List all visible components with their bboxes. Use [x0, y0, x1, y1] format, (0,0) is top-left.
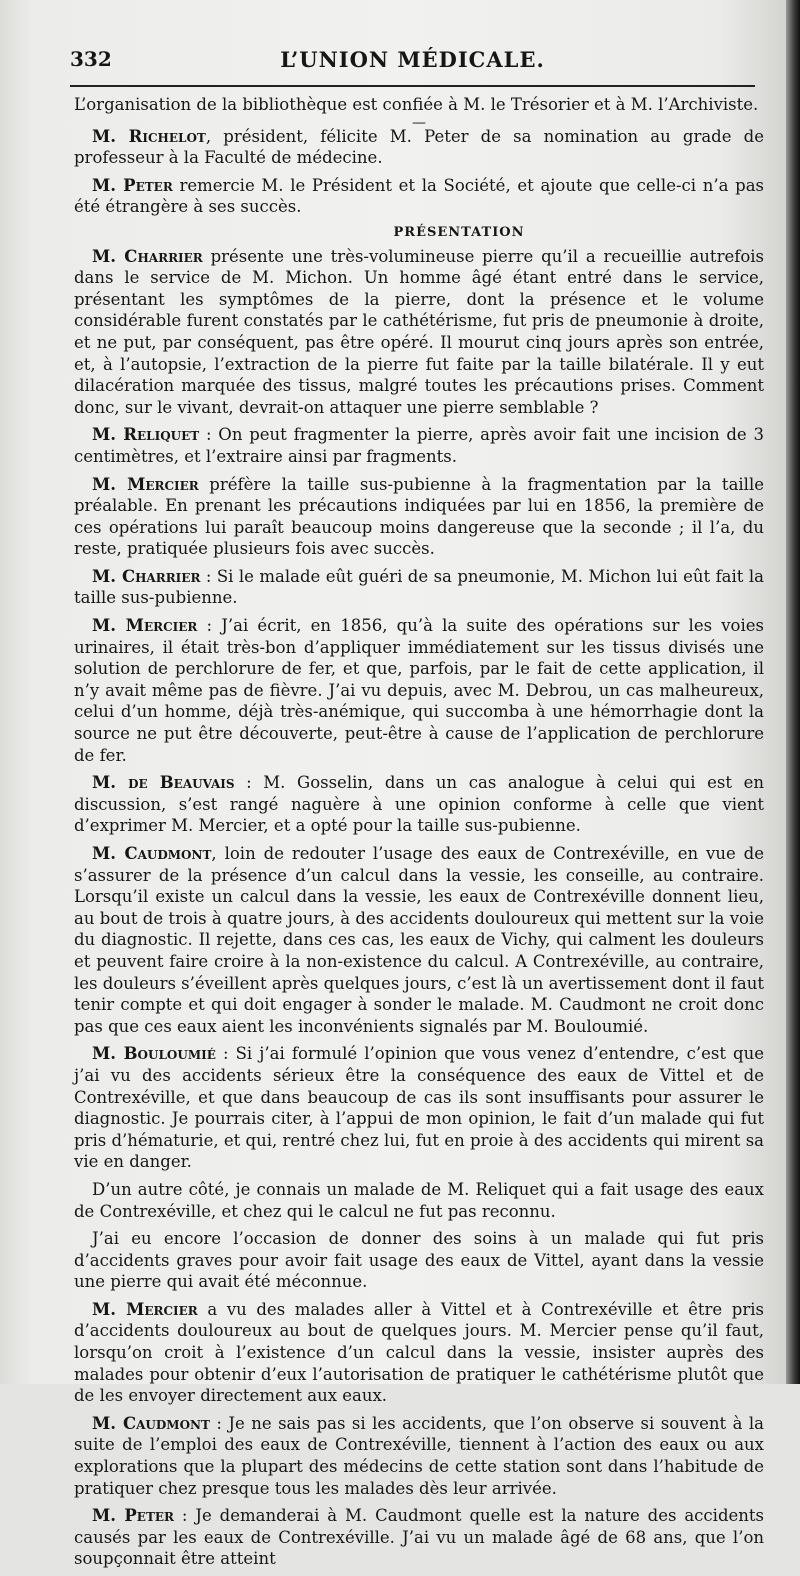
speaker-name: M. Peter — [92, 1506, 175, 1526]
journal-title: L’UNION MÉDICALE. — [280, 47, 545, 72]
paragraph-text: : Je ne sais pas si les accidents, que l’on observe si souvent à la suite de l’emploi des eaux de Contrexéville, tiennent à l’action des eaux ou aux explorations que la plupart des médecins de cette station sont dans l’habitude de pratiquer chez presque tous les malades dès leur arrivée. — [74, 1413, 765, 1498]
paragraph — [74, 246, 764, 419]
paragraph-text: : J’ai écrit, en 1856, qu’à la suite des opérations sur les voies urinaires, il était très-bon d’appliquer immédiatement sur les tissus divisés une solution de perchlorure de fer, et que, parfois, par le fait de cette application, il n’y avait même pas de fièvre. J’ai vu depuis, avec M. Debrou, un cas malheureux, celui d’un homme, déjà très-anémique, qui succomba à une hémorrhagie dont la source ne put être découverte, peut-être à cause de l’application de perchlorure de fer. — [74, 616, 765, 765]
paragraph — [74, 566, 764, 609]
page-edge-shadow — [786, 0, 800, 1384]
speaker-name: M. Charrier — [92, 566, 201, 586]
paragraph-text: a vu des malades aller à Vittel et à Contrexéville et être pris d’accidents douloureux au bout de quelques jours. M. Mercier pense qu’il faut, lorsqu’on croit à l’existence d’un calcul dans la vessie, insister auprès des malades pour obtenir d’eux l’autorisation de pratiquer le cathétérisme plutôt que de les envoyer directement aux eaux. — [74, 1299, 764, 1406]
page-number: 332 — [70, 47, 112, 71]
article-body — [74, 94, 764, 1576]
paragraphs-before — [74, 126, 764, 218]
paragraph-text: , loin de redouter l’usage des eaux de Contrexéville, en vue de s’assurer de la présence d’un calcul dans la vessie, les conseille, au contraire. Lorsqu’il existe un calcul dans la vessie, les eaux de Contrexéville donnent lieu, au bout de trois à quatre jours, à des accidents douloureux qui mettent sur la voie du diagnostic. Il rejette, dans ces cas, les eaux de Vichy, qui calment les douleurs et peuvent faire croire à la non-existence du calcul. A Contrexéville, au contraire, les douleurs s’éveillent après quelques jours, c’est là un avertissement dont il faut tenir compte et qui doit engager à sonder le malade. M. Caudmont ne croit donc pas que ces eaux aient les inconvénients signalés par M. Bouloumié. — [74, 844, 765, 1036]
speaker-name: M. Reliquet — [92, 425, 200, 445]
paragraph — [74, 1413, 764, 1499]
paragraph — [74, 615, 764, 766]
paragraph-text: , président, félicite M. Peter de sa nomination au grade de professeur à la Faculté de médecine. — [74, 126, 764, 168]
paragraph-text: : Si le malade eût guéri de sa pneumonie, M. Michon lui eût fait la taille sus-pubienne. — [74, 566, 764, 608]
paragraph-text: : Je demanderai à M. Caudmont quelle est la nature des accidents causés par les eaux de Contrexéville. J’ai vu un malade âgé de 68 ans, que l’on soupçonnait être atteint — [74, 1506, 764, 1569]
separator-dash: — — [412, 114, 426, 131]
paragraph-text: D’un autre côté, je connais un malade de M. Reliquet qui a fait usage des eaux de Contrexéville, et chez qui le calcul ne fut pas reconnu. — [74, 1179, 764, 1221]
paragraph — [74, 424, 764, 467]
paragraph — [74, 175, 764, 218]
paragraph-text: J’ai eu encore l’occasion de donner des soins à un malade qui fut pris d’accidents graves pour avoir fait usage des eaux de Vittel, ayant dans la vessie une pierre qui avait été méconnue. — [74, 1229, 764, 1292]
speaker-name: M. Mercier — [92, 474, 199, 494]
speaker-name: M. Bouloumié — [92, 1044, 216, 1064]
paragraph — [74, 1505, 764, 1570]
speaker-name: M. Mercier — [92, 616, 198, 636]
speaker-name: M. Caudmont — [92, 844, 212, 863]
speaker-name: M. Caudmont — [92, 1413, 210, 1433]
paragraph — [74, 772, 764, 837]
header-rule — [70, 85, 755, 87]
paragraph — [74, 1179, 764, 1222]
paragraph-text: remercie M. le Président et la Société, et ajoute que celle-ci n’a pas été étrangère à ses succès. — [74, 175, 764, 217]
paragraph-text: préfère la taille sus-pubienne à la fragmentation par la taille préalable. En prenant les précautions indiquées par lui en 1856, la première de ces opérations lui paraît beaucoup moins dangereuse que la seconde ; il l’a, du reste, pratiquée plusieurs fois avec succès. — [74, 474, 764, 559]
paragraph-text: : M. Gosselin, dans un cas analogue à celui qui est en discussion, s’est rangé naguère à une opinion conforme à celle que vient d’exprimer M. Mercier, et a opté pour la taille sus-pubienne. — [74, 773, 764, 836]
paragraph — [74, 1228, 764, 1293]
paragraphs — [74, 246, 764, 1570]
speaker-name: M. Charrier — [92, 246, 203, 266]
paragraph-text: : Si j’ai formulé l’opinion que vous venez d’entendre, c’est que j’ai vu des accidents sérieux être la conséquence des eaux de Vittel et de Contrexéville, et que dans beaucoup de cas ils sont insuffisants pour assurer le diagnostic. Je pourrais citer, à l’appui de mon opinion, le fait d’un malade qui fut pris d’hématurie, et qui, rentré chez lui, fut en proie à des accidents qui mirent sa vie en danger. — [74, 1044, 764, 1172]
paragraph — [74, 1299, 764, 1407]
paragraph-text: présente une très-volumineuse pierre qu’il a recueillie autrefois dans le service de M. Michon. Un homme âgé étant entré dans le service, présentant les symptômes de la pierre, dont la présence et le volume considérable furent constatés par le cathétérisme, fut pris de pneumonie à droite, et ne put, par conséquent, pas être opéré. Il mourut cinq jours après son entrée, et, à l’autopsie, l’extraction de la pierre fut faite par la taille bilatérale. Il y eut dilacération marquée des tissus, malgré toutes les précautions prises. Comment donc, sur le vivant, devrait-on attaquer une pierre semblable ? — [74, 246, 765, 417]
speaker-name: M. de Beauvais — [92, 773, 235, 793]
section-heading: PRÉSENTATION — [393, 224, 525, 240]
speaker-name: M. Mercier — [92, 1299, 198, 1319]
paragraph — [74, 1043, 764, 1173]
speaker-name: M. Peter — [92, 175, 173, 195]
page-header — [70, 47, 755, 77]
speaker-name: M. Richelot — [92, 126, 206, 146]
paragraph — [74, 126, 764, 169]
paragraph — [74, 474, 764, 560]
intro-paragraph: L’organisation de la bibliothèque est confiée à M. le Trésorier et à M. l’Archiviste. — [74, 95, 759, 114]
paragraph-text: : On peut fragmenter la pierre, après avoir fait une incision de 3 centimètres, et l’extraire ainsi par fragments. — [74, 425, 764, 466]
paragraph — [74, 843, 764, 1037]
